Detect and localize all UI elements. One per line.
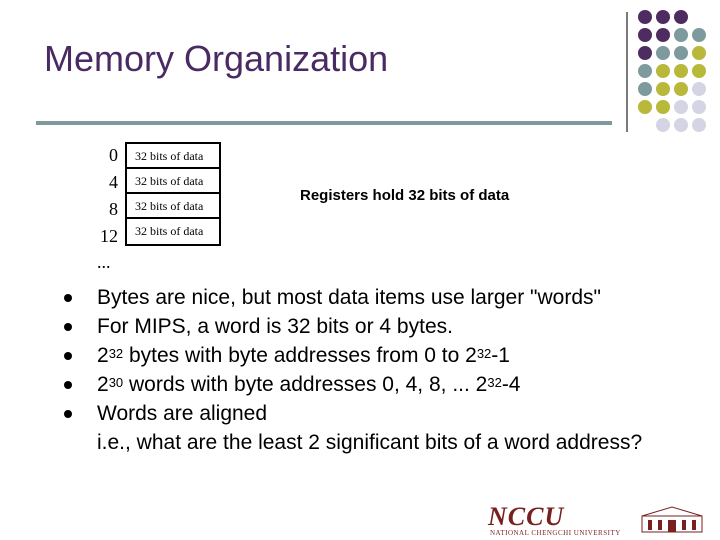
dot	[638, 10, 652, 24]
memory-address-label: 12	[100, 226, 118, 246]
bullet-text: Words are aligned	[97, 402, 268, 425]
dot	[674, 64, 688, 78]
dot	[692, 100, 706, 114]
memory-word-table	[125, 142, 221, 246]
dot	[692, 64, 706, 78]
university-logo	[488, 500, 713, 538]
dot	[656, 28, 670, 42]
memory-address-label: 0	[109, 145, 118, 165]
dot	[638, 64, 652, 78]
dot	[692, 82, 706, 96]
logo-mark: NCCU	[488, 502, 565, 531]
bullet-item	[64, 341, 704, 370]
bullet-item	[64, 370, 704, 399]
dot	[674, 118, 688, 132]
dot	[656, 46, 670, 60]
bullet-item	[64, 399, 704, 457]
bullet-text: words with byte addresses 0, 4, 8, ... 2	[123, 373, 488, 396]
bullet-text: Bytes are nice, but most data items use larger "words"	[97, 286, 601, 309]
dot	[692, 118, 706, 132]
bullet-continuation: i.e., what are the least 2 significant bits of a word address?	[97, 431, 643, 454]
memory-cell: 32 bits of data	[127, 169, 219, 194]
dot	[674, 10, 688, 24]
bullet-text: For MIPS, a word is 32 bits or 4 bytes.	[97, 315, 453, 338]
dot	[638, 82, 652, 96]
registers-note: Registers hold 32 bits of data	[300, 187, 510, 204]
dot	[692, 46, 706, 60]
memory-cell: 32 bits of data	[127, 144, 219, 169]
memory-cell: 32 bits of data	[127, 194, 219, 219]
bullet-text: -1	[491, 344, 510, 367]
logo-caption: NATIONAL CHENGCHI UNIVERSITY	[490, 529, 621, 537]
dot	[692, 28, 706, 42]
bullet-item	[64, 283, 704, 312]
bullet-text: -4	[501, 373, 521, 396]
vertical-divider	[626, 12, 628, 132]
dot	[674, 28, 688, 42]
dot	[656, 82, 670, 96]
memory-cell: 32 bits of data	[135, 224, 204, 238]
slide-title: Memory Organization	[44, 38, 389, 79]
building-icon	[640, 504, 704, 534]
exponent: 32	[487, 375, 502, 390]
dot	[674, 100, 688, 114]
exponent: 32	[108, 346, 124, 361]
dot	[674, 82, 688, 96]
dot	[656, 64, 670, 78]
dot	[674, 46, 688, 60]
decorative-dot-grid	[638, 10, 718, 130]
exponent: 32	[476, 346, 492, 361]
bullet-item	[64, 312, 704, 341]
title-underline	[36, 121, 612, 125]
bullet-list	[64, 283, 704, 457]
dot	[656, 118, 670, 132]
memory-address-label: 8	[109, 199, 118, 219]
bullet-text: 2	[97, 373, 109, 396]
dot	[656, 100, 670, 114]
dot	[638, 100, 652, 114]
bullet-text: 2	[97, 344, 109, 367]
dot	[656, 10, 670, 24]
bullet-text: bytes with byte addresses from 0 to 2	[123, 344, 477, 367]
dot	[638, 28, 652, 42]
memory-address-label: 4	[109, 172, 118, 192]
exponent: 30	[108, 375, 124, 390]
memory-ellipsis: ...	[97, 252, 111, 272]
dot	[638, 46, 652, 60]
